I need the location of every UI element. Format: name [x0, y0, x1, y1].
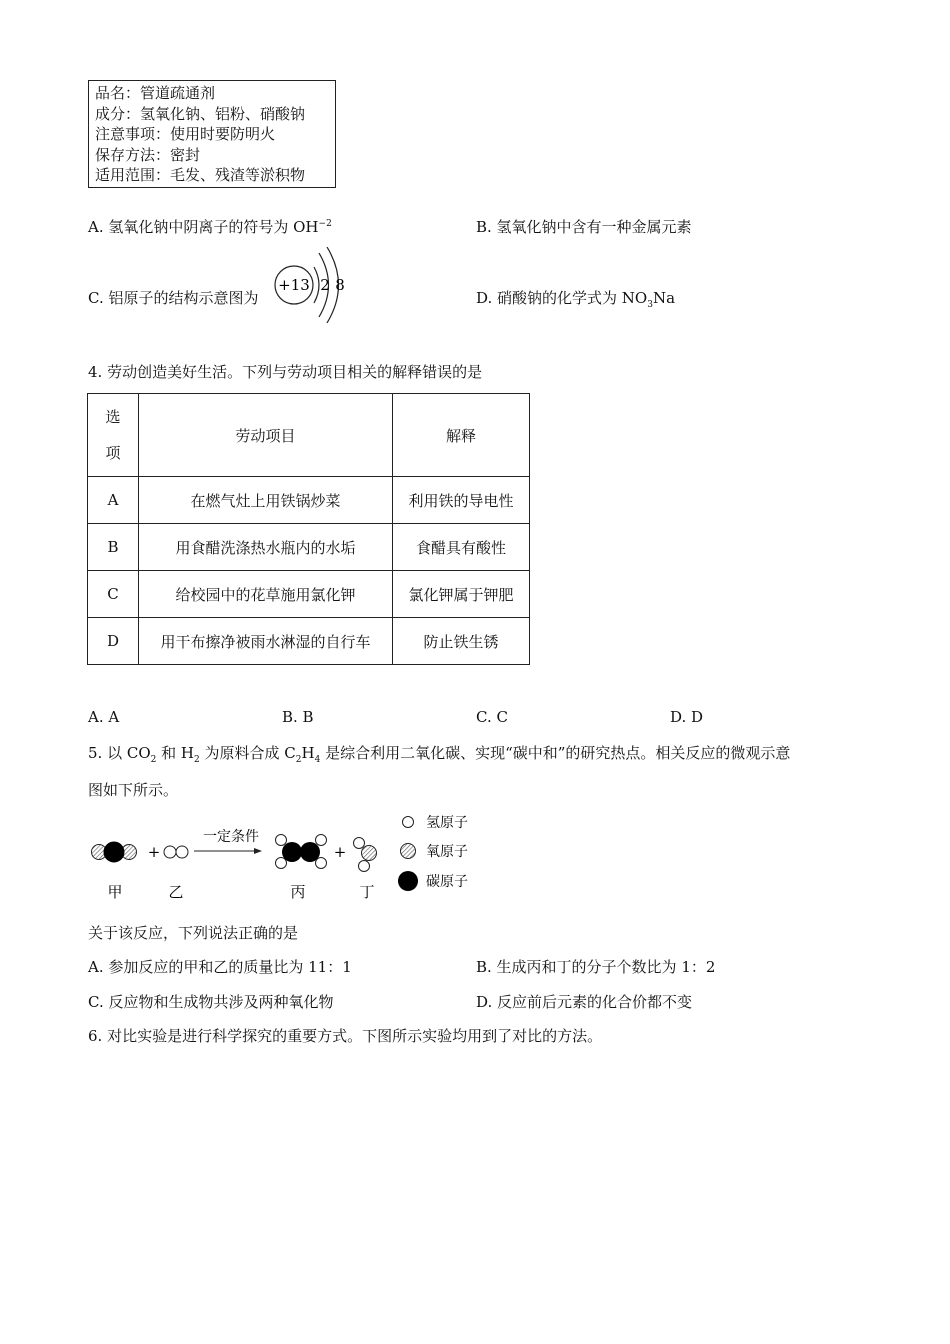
row-option: C	[88, 571, 139, 618]
q5-sub-c2: 2	[295, 755, 302, 765]
q5-stem-part-d: H	[301, 744, 315, 762]
label-line-ingredients: 成分：氢氧化钠、铝粉、硝酸钠	[95, 104, 306, 123]
q5-sub-h4: 4	[314, 755, 321, 765]
q5-option-a: A. 参加反应的甲和乙的质量比为 11：1	[88, 958, 352, 976]
row-project: 用干布擦净被雨水淋湿的自行车	[139, 618, 393, 665]
q3-option-a-text: A. 氢氧化钠中阴离子的符号为 OH	[88, 218, 319, 236]
labor-table	[87, 393, 530, 665]
legend-carbon-swatch	[398, 871, 418, 891]
q3-option-d-suffix: Na	[652, 289, 676, 307]
q4-stem: 4. 劳动创造美好生活。下列与劳动项目相关的解释错误的是	[88, 363, 483, 381]
label-line-storage: 保存方法：密封	[95, 145, 201, 164]
label-bing: 丙	[290, 883, 306, 901]
q5-stem-line1	[88, 743, 790, 763]
diagram-legend	[398, 815, 468, 891]
row-project: 在燃气灶上用铁锅炒菜	[139, 477, 393, 524]
q4-choice-b: B. B	[282, 708, 314, 726]
table-row	[88, 618, 530, 665]
shell-arc-1	[314, 267, 319, 303]
legend-oxygen: 氧原子	[426, 844, 468, 860]
table-row	[88, 571, 530, 618]
q5-option-c: C. 反应物和生成物共涉及两种氧化物	[88, 993, 334, 1011]
q3-option-c: C. 铝原子的结构示意图为	[88, 289, 259, 307]
q5-sub-h2: 2	[193, 755, 200, 765]
q5-sub-co2: 2	[150, 755, 157, 765]
reaction-micro-diagram	[86, 808, 506, 904]
table-row	[88, 524, 530, 571]
label-ding: 丁	[359, 883, 375, 901]
q5-stem-part-b: 和 H	[156, 744, 194, 762]
header-option-char-2: 项	[105, 444, 121, 462]
q3-option-d-text: D. 硝酸钠的化学式为 NO	[476, 289, 648, 307]
row-project: 给校园中的花草施用氯化钾	[139, 571, 393, 618]
label-line-scope: 适用范围：毛发、残渣等淤积物	[95, 166, 306, 184]
row-option: D	[88, 618, 139, 665]
q3-option-b: B. 氢氧化钠中含有一种金属元素	[476, 218, 692, 236]
row-option: A	[88, 477, 139, 524]
reaction-condition: 一定条件	[203, 829, 259, 845]
molecule-jia-co2	[92, 842, 137, 862]
reaction-arrow-head	[254, 848, 262, 854]
q4-choice-d: D. D	[670, 708, 704, 726]
q5-stem-part-e: 是综合利用二氧化碳、实现“碳中和”的研究热点。相关反应的微观示意	[320, 744, 791, 762]
row-project: 用食醋洗涤热水瓶内的水垢	[139, 524, 393, 571]
row-explain: 利用铁的导电性	[393, 477, 530, 524]
legend-carbon: 碳原子	[426, 874, 468, 890]
header-explain: 解释	[393, 394, 530, 477]
q5-stem-line2: 图如下所示。	[88, 781, 179, 799]
q3-option-d-subscript: 3	[647, 300, 653, 310]
label-yi: 乙	[168, 883, 184, 901]
row-explain: 氯化钾属于钾肥	[393, 571, 530, 618]
q5-option-b: B. 生成丙和丁的分子个数比为 1：2	[476, 958, 716, 976]
shell-2-electrons: 8	[335, 276, 345, 294]
header-option	[88, 394, 139, 477]
row-explain: 食醋具有酸性	[393, 524, 530, 571]
shell-1-electrons: 2	[320, 276, 330, 294]
row-explain: 防止铁生锈	[393, 618, 530, 665]
aluminum-atom-diagram	[272, 247, 352, 325]
molecule-bing-c2h4	[276, 835, 327, 869]
q5-stem-part-a: 5. 以 CO	[88, 744, 151, 762]
q5-stem-part-c: 为原料合成 C	[199, 744, 296, 762]
plus-sign-2: +	[333, 843, 347, 861]
q4-choice-c: C. C	[476, 708, 508, 726]
q3-option-d	[476, 288, 675, 308]
q5-option-d: D. 反应前后元素的化合价都不变	[476, 993, 693, 1011]
label-line-name: 品名：管道疏通剂	[95, 84, 216, 102]
label-line-caution: 注意事项：使用时要防明火	[95, 125, 276, 143]
legend-oxygen-swatch	[401, 844, 416, 859]
q3-option-a-superscript: −2	[318, 219, 332, 229]
table-header-row	[88, 394, 530, 477]
molecule-ding-h2o	[354, 838, 377, 872]
q6-stem: 6. 对比实验是进行科学探究的重要方式。下图所示实验均用到了对比的方法。	[88, 1027, 603, 1045]
q4-choice-a: A. A	[88, 708, 120, 726]
header-project: 劳动项目	[139, 394, 393, 477]
product-label-box	[88, 80, 336, 188]
nucleus-charge: +13	[278, 276, 310, 294]
q5-question: 关于该反应，下列说法正确的是	[88, 924, 299, 942]
plus-sign-1: +	[147, 843, 161, 861]
table-row	[88, 477, 530, 524]
legend-hydrogen-swatch	[403, 817, 414, 828]
row-option: B	[88, 524, 139, 571]
header-option-char-1: 选	[105, 408, 121, 426]
q3-option-a	[88, 217, 332, 237]
molecule-yi-h2	[164, 846, 188, 858]
label-jia: 甲	[107, 883, 123, 901]
legend-hydrogen: 氢原子	[426, 815, 468, 831]
